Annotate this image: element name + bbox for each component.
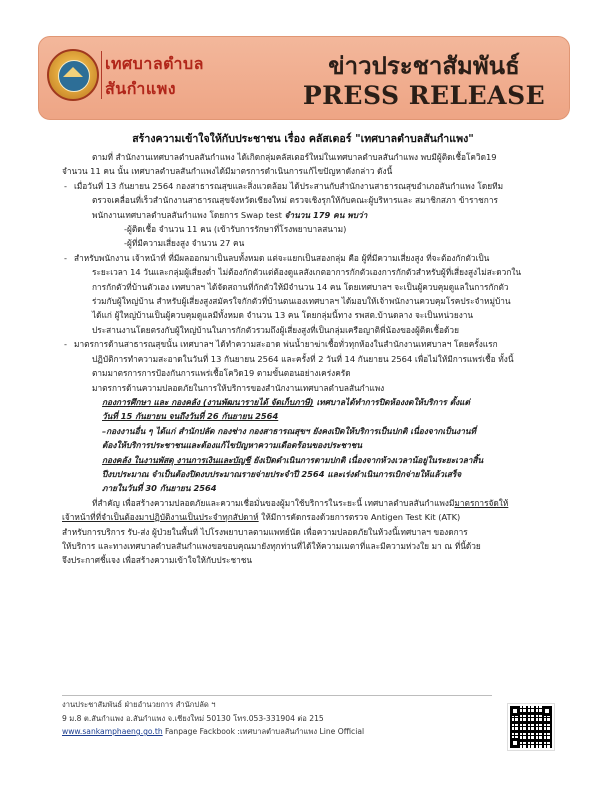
contact-footer: [62, 698, 482, 739]
open-departments-line: ต้องให้บริการประชาชนและต้องแก้ไขปัญหาความเดือดร้อนของประชาชน: [102, 440, 363, 451]
footer-divider: [62, 695, 492, 696]
footer-links: [62, 725, 482, 739]
news-headline: สร้างความเข้าใจให้กับประชาชน เรื่อง คลัสเตอร์ "เทศบาลตำบลสันกำแพง": [132, 133, 474, 145]
intro-line: จำนวน 11 คน นั้น เทศบาลตำบลสันกำแพงได้มีมาตรการดำเนินการแก้ไขปัญหาดังกล่าว ดังนี้: [62, 166, 393, 177]
press-release-title-thai: ข่าวประชาสัมพันธ์: [328, 52, 520, 80]
finance-line: ภายในวันที่ 30 กันยายน 2564: [102, 483, 217, 494]
bullet-disinfection-line: - มาตรการด้านสาธารณสุขนั้น เทศบาลฯ ได้ทำความสะอาด พ่นน้ำยาฆ่าเชื้อทั่วทุกห้องในสำนักงานเทศบาลฯ โดยครั้งแรก: [62, 337, 578, 351]
bullet-quarantine-line: ประสานงานโดยตรงกับผู้ใหญ่บ้านในการกักตัวรวมถึงผู้เสี่ยงสูงที่เป็นกลุ่มเครือญาติพี่น้องของผู้ติดเชื้อด้วย: [92, 324, 459, 335]
atk-measure: มาตรการจัดให้: [454, 497, 509, 508]
closing-line: ให้บริการ และทางเทศบาลตำบลสันกำแพงขอขอบคุณมายังทุกท่านที่ได้ให้ความเมตาที่และมีความห่วงใย มา ณ ที่นี้ด้วย: [62, 540, 481, 551]
finance-departments: กองคลัง ในงานพัสดุ งานการเงินและบัญชี: [102, 454, 251, 465]
footer-department: งานประชาสัมพันธ์ ฝ่ายอำนวยการ สำนักปลัด ฯ: [62, 700, 216, 709]
qr-finder-mark: [510, 738, 520, 748]
press-release-title-english: PRESS RELEASE: [302, 81, 546, 110]
closed-departments: กองการศึกษา และ กองคลัง (งานพัฒนารายได้ จัดเก็บภาษี): [102, 396, 314, 407]
atk-text: ที่สำคัญ เพื่อสร้างความปลอดภัยและความเชื่อมั่นของผู้มาใช้บริการในระยะนี้ เทศบาลตำบลสันกำแพงมี: [92, 497, 455, 508]
finance-line: ปีงบประมาณ จำเป็นต้องปิดงบประมาณรายจ่ายประจำปี 2564 และเร่งดำเนินการเบิกจ่ายให้แล้วเสร็จ: [102, 468, 462, 479]
press-release-body: [62, 150, 578, 568]
bullet-disinfection-line: ปฏิบัติการทำความสะอาดในวันที่ 13 กันยายน 2564 และครั้งที่ 2 วันที่ 14 กันยายน 2564 เพื่อไม่ให้มีการแพร่เชื้อ ทั้งนี้: [92, 353, 514, 364]
intro-line: ตามที่ สำนักงานเทศบาลตำบลสันกำแพง ได้เกิดกลุ่มคลัสเตอร์ใหม่ในเทศบาลตำบลสันกำแพง พบมีผู้ติดเชื้อโควิด19: [92, 152, 497, 162]
open-departments-line: –กองงานอื่น ๆ ได้แก่ สำนักปลัด กองช่าง กองสาธารณสุขฯ ยังคงเปิดให้บริการเป็นปกติ เนื่องจากเป็นงานที่: [102, 425, 477, 436]
bullet-quarantine-line: ได้แก่ ผู้ใหญ่บ้านเป็นผู้ควบคุมดูแลมีทั้งหมด จำนวน 13 คน โดยกลุ่มนี้ทาง รพสต.บ้านดลาง จะเป็นหน่วยงาน: [92, 310, 474, 321]
atk-line: [62, 496, 578, 510]
closing-line: สำหรับการบริการ รับ-ส่ง ผู้ป่วยในพื้นที่ ไปโรงพยาบาลตามแพทย์นัด เพื่อความปลอดภัยในห้วงนี้เทศบาลฯ ของดการ: [62, 526, 468, 537]
screening-text: พนักงานเทศบาลตำบลสันกำแพง โดยการ Swap test: [92, 209, 285, 220]
bullet-screening-line: - เมื่อวันที่ 13 กันยายน 2564 กองสาธารณสุขและสิ่งแวดล้อม ได้ประสานกับสำนักงานสาธารณสุขอำเภอสันกำแพง โดยทีม: [62, 179, 578, 193]
atk-staff: เจ้าหน้าที่ที่จำเป็นต้องมาปฏิบัติงานเป็นประจำทุกสัปดาห์: [62, 512, 259, 523]
bullet-quarantine-line: - สำหรับพนักงาน เจ้าหน้าที่ ที่มีผลออกมาเป็นลบทั้งหมด แต่จะแยกเป็นสองกลุ่ม คือ ผู้ที่มีความเสี่ยงสูง ที่จะต้องกักตัวเป็น: [62, 251, 578, 265]
bullet-disinfection-line: ตามมาตรการการป้องกันการแพร่เชื้อโควิด19 ตามขั้นตอนอย่างเคร่งครัด: [92, 368, 351, 379]
qr-code: [508, 704, 554, 750]
atk-test-text: ให้มีการคัดกรองด้วยการตรวจ Antigen Test Kit (ATK): [258, 512, 461, 523]
social-links-text: Fanpage Fackbook :เทศบาลตำบลสันกำแพง Line Official: [162, 727, 365, 736]
closure-text: เทศบาลได้ทำการปิดห้องงดให้บริการ ตั้งแต่: [313, 396, 470, 407]
footer-address: 9 ม.8 ต.สันกำแพง อ.สันกำแพง จ.เชียงใหม่ 50130 โทร.053-331904 ต่อ 215: [62, 713, 324, 723]
website-link[interactable]: www.sankamphaeng.go.th: [62, 727, 163, 736]
bullet-screening-line: ตรวจเคลื่อนที่เร็วสำนักงานสาธารณสุขจังหวัดเชียงใหม่ ตรวจเชิงรุกให้กับคณะผู้บริหารและ สมาชิกสภา ข้าราชการ: [92, 195, 498, 206]
org-name-line2: สันกำแพง: [105, 79, 177, 98]
bullet-quarantine-line: ร่วมกับผู้ใหญ่บ้าน สำหรับผู้เสี่ยงสูงสมัครใจกักตัวที่บ้านตนเองเทศบาลฯ ได้มอบให้เจ้าพนักงานควบคุมโรคประจำหมู่บ้าน: [92, 296, 511, 307]
safety-measures-intro: มาตรการด้านความปลอดภัยในการให้บริการของสำนักงานเทศบาลตำบลสันกำแพง: [92, 382, 385, 393]
closing-line: จึงประกาศชี้แจง เพื่อสร้างความเข้าใจให้กับประชาชน: [62, 555, 253, 566]
org-name-line1: เทศบาลตำบล: [105, 54, 204, 73]
screening-count: จำนวน 179 คน พบว่า: [284, 209, 368, 220]
header-banner: [38, 36, 570, 120]
high-risk-count-line: -ผู้ที่มีความเสี่ยงสูง จำนวน 27 คน: [124, 238, 245, 249]
infected-count-line: -ผู้ติดเชื้อ จำนวน 11 คน (เข้ารับการรักษาที่โรงพยาบาลสนาม): [124, 224, 347, 235]
municipality-seal-logo: [47, 49, 99, 101]
closure-line: [62, 395, 578, 409]
closure-dates: วันที่ 15 กันยายน จนถึงวันที่ 26 กันยายน 2564: [102, 411, 279, 422]
bullet-quarantine-line: ระยะเวลา 14 วันและกลุ่มผู้เสี่ยงต่ำ ไม่ต้องกักตัวแต่ต้องดูแลสังเกตอาการกักตัวเองการกักตัวสำหรับผู้ที่เสี่ยงสูงไม่สะดวกใน: [92, 267, 522, 278]
temple-roof-icon: [63, 67, 83, 77]
finance-text: ยังเปิดดำเนินการตามปกติ เนื่องจากห้วงเวลาน้อยู่ในระยะเวลาสิ้น: [250, 454, 484, 465]
atk-line: [62, 510, 578, 524]
bullet-screening-line: [62, 208, 578, 222]
bullet-quarantine-line: การกักตัวที่บ้านตัวเอง เทศบาลฯ ได้จัดสถานที่กักตัวให้มีจำนวน 14 คน โดยเทศบาลฯ จะเป็นผู้ควบคุมดูแลในการกักตัว: [92, 281, 509, 292]
finance-line: [62, 453, 578, 467]
